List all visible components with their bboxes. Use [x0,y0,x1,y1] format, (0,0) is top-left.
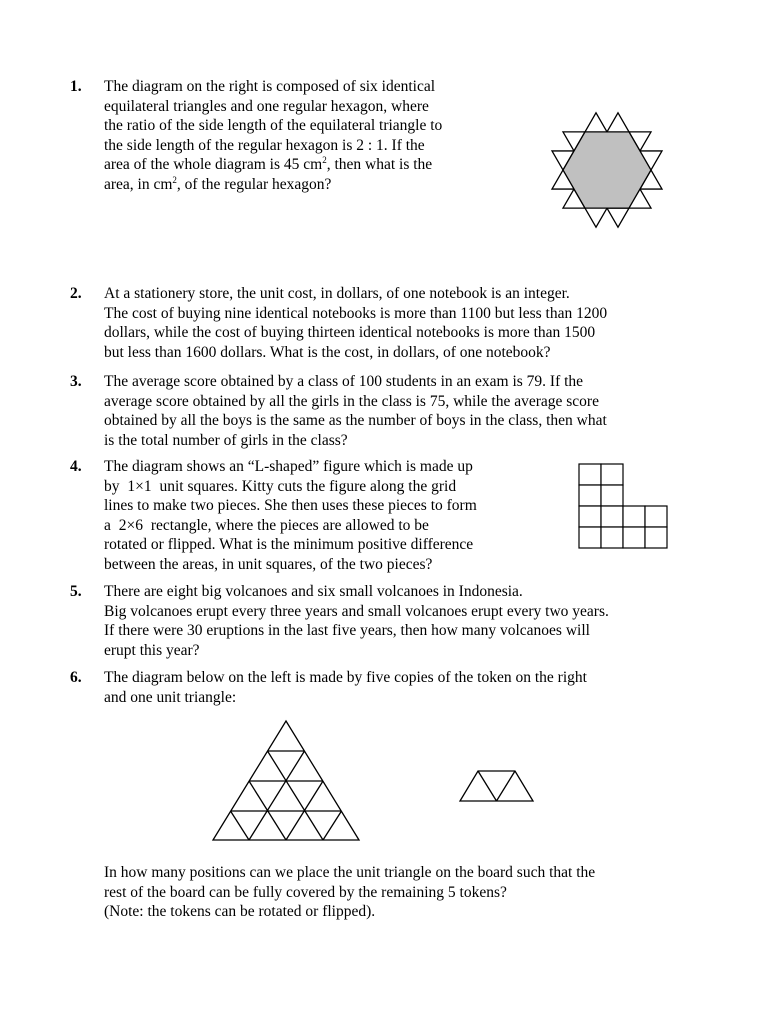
unit-square [645,527,667,548]
unit-square [601,527,623,548]
problem-text: The diagram on the right is composed of six identical equilateral triangles and one regular hexagon, where the ratio of the side length of the equilateral triangle to the side length of the regular hexagon is 2 : 1. If the area of the whole diagram is 45 $cm^2$, then what is the area, in $cm^2$, of the regular hexagon? [104,78,443,193]
problem-text: The average score obtained by a class of 100 students in an exam is 79. If the average score obtained by all the girls in the class is 75, while the average score obtained by all the boys is the same as the number of boys in the class, then what is the total number of girls in the class? [104,373,607,449]
problem-text: The diagram shows an “L-shaped” figure which is made up by 1×1 unit squares. Kitty cuts the figure along the grid lines to make two pieces. She then uses these pieces to form a 2×6 rectangle, where the pieces are allowed to be rotated or flipped. What is the minimum positive difference between the areas, in unit squares, of the two pieces? [104,458,477,573]
problem-text: At a stationery store, the unit cost, in dollars, of one notebook is an integer. The cost of buying nine identical notebooks is more than 1100 but less than 1200 dollars, while the cost of buying thirteen identical notebooks is more than 1500 but less than 1600 dollars. What is the cost, in dollars, of one notebook? [104,285,608,361]
unit-square [579,527,601,548]
unit-square [623,527,645,548]
unit-square [579,464,601,485]
unit-square [601,485,623,506]
token-shape [459,770,535,804]
problem-number: 6. [70,669,82,686]
problem-text: There are eight big volcanoes and six small volcanoes in Indonesia. Big volcanoes erupt every three years and small volcanoes erupt every two years. If there were 30 eruptions in the last five years, then how many volcanoes will erupt this year? [104,583,609,659]
unit-square [601,464,623,485]
star-hexagon-diagram [518,82,698,262]
unit-square [623,506,645,527]
problem-text: The diagram below on the left is made by five copies of the token on the right and one unit triangle: [104,669,587,706]
triangular-board [211,720,363,842]
problem-number: 2. [70,285,82,302]
problem-number: 1. [70,78,82,95]
unit-square [645,506,667,527]
unit-square [601,506,623,527]
problem-text: In how many positions can we place the unit triangle on the board such that the rest of the board can be fully covered by the remaining 5 tokens? (Note: the tokens can be rotated or flipped). [104,864,596,920]
problem-number: 4. [70,458,82,475]
unit-square [579,485,601,506]
unit-square [579,506,601,527]
problem-number: 5. [70,583,82,600]
l-shaped-figure [578,463,670,549]
problem-number: 3. [70,373,82,390]
